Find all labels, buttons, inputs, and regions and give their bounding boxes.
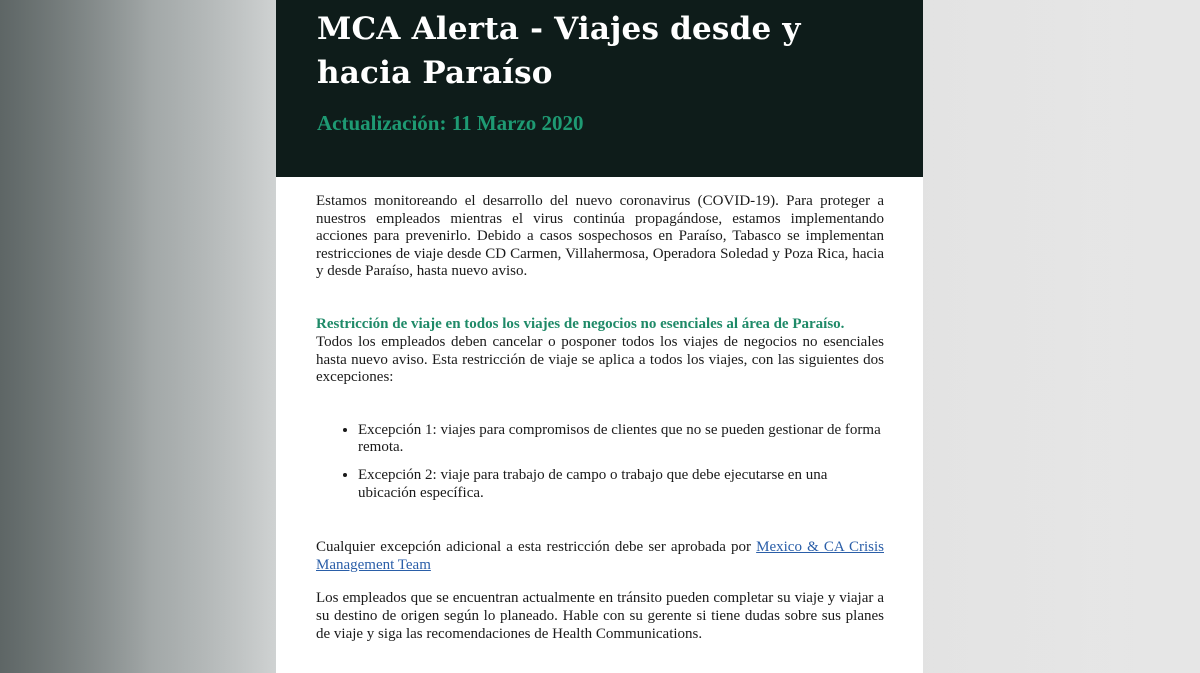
background-right-shade	[924, 0, 1200, 673]
intro-paragraph: Estamos monitoreando el desarrollo del nuevo coronavirus (COVID-19). Para proteger a nuestros empleados mientras el virus continúa propagándose, estamos implementando acciones para prevenirlo. Debido a casos sospechosos en Paraíso, Tabasco se implementan restricciones de viaje desde CD Carmen, Villahermosa, Operadora Soledad y Poza Rica, hacia y desde Paraíso, hasta nuevo aviso.	[316, 193, 884, 280]
all-employees-paragraph: Todos los empleados deben cancelar o posponer todos los viajes de negocios no esenciales hasta nuevo aviso. Esta restricción de viaje se aplica a todos los viajes, con las siguientes dos excepciones:	[316, 333, 884, 386]
extra-exception-paragraph	[316, 539, 884, 574]
crisis-team-link[interactable]: Mexico & CA Crisis Management Team	[316, 539, 884, 573]
list-item: • Excepción 2: viaje para trabajo de campo o trabajo que debe ejecutarse en una ubicación específica.	[358, 467, 884, 502]
alert-body	[276, 177, 923, 643]
list-item: • Excepción 1: viajes para compromisos de clientes que no se pueden gestionar de forma remota.	[358, 422, 884, 457]
exceptions-list	[316, 422, 884, 502]
background-left-shade	[0, 0, 276, 673]
update-date: Actualización: 11 Marzo 2020	[317, 111, 584, 135]
extra-exception-text: Cualquier excepción adicional a esta restricción debe ser aprobada por	[316, 539, 757, 556]
alert-document	[276, 0, 923, 673]
alert-header	[276, 0, 923, 177]
alert-title: MCA Alerta - Viajes desde y hacia Paraíso	[317, 11, 801, 91]
restriction-heading: Restricción de viaje en todos los viajes de negocios no esenciales al área de Paraíso.	[316, 315, 845, 332]
transit-paragraph: Los empleados que se encuentran actualmente en tránsito pueden completar su viaje y viajar a su destino de origen según lo planeado. Hable con su gerente si tiene dudas sobre sus planes de viaje y siga las recomendaciones de Health Communications.	[316, 590, 884, 642]
